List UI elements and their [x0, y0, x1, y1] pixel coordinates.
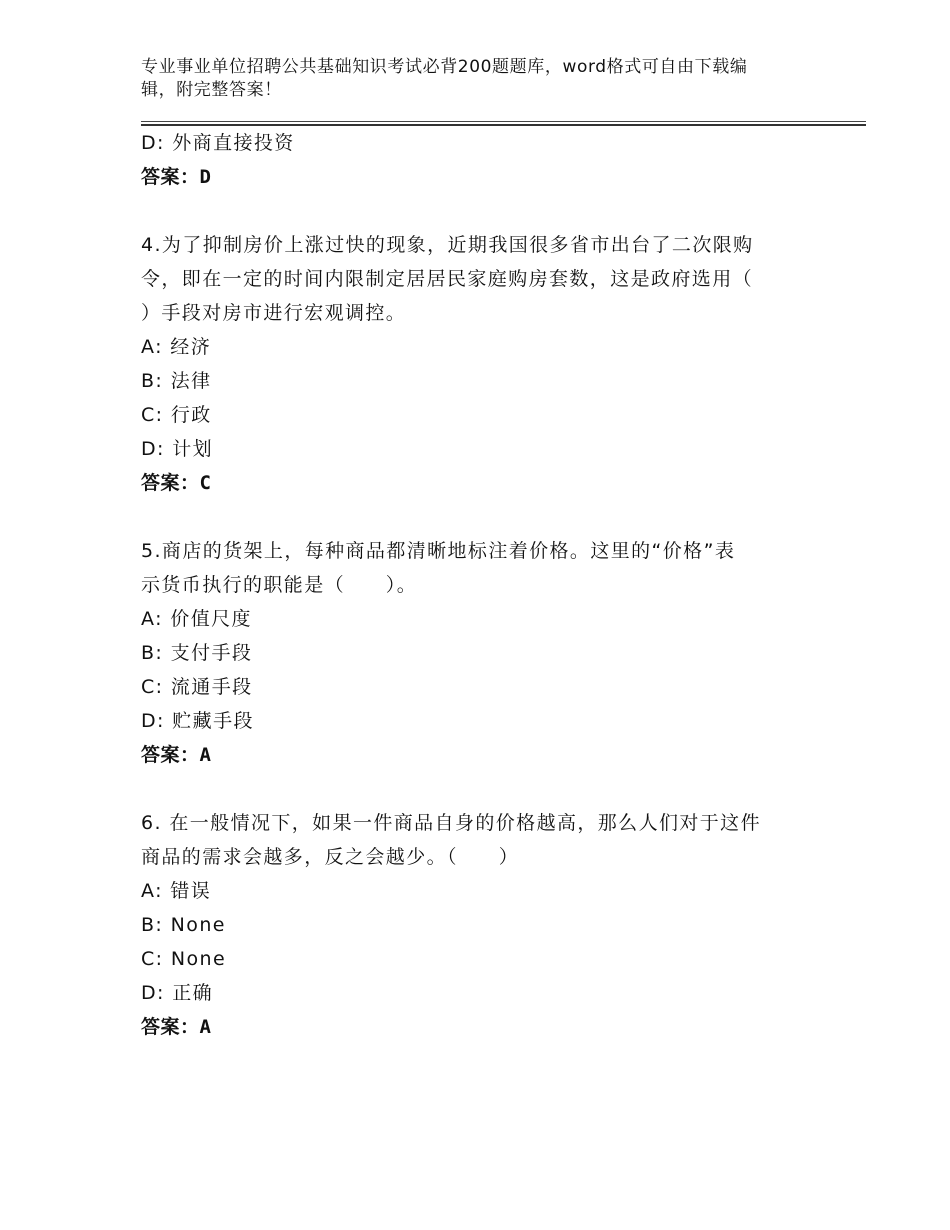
spacer — [141, 500, 821, 534]
option-d: D: 正确 — [141, 982, 214, 1004]
option-c: C: None — [141, 948, 227, 970]
question-list — [141, 126, 821, 1044]
question-3-tail — [141, 126, 821, 194]
option-a: A: 价值尺度 — [141, 608, 252, 630]
question-stem-line: 4.为了抑制房价上涨过快的现象，近期我国很多省市出台了二次限购 — [141, 234, 754, 256]
question-stem-line: 商品的需求会越多，反之会越少。（ ） — [141, 846, 520, 868]
question-6 — [141, 806, 821, 1044]
option-a: A: 经济 — [141, 336, 212, 358]
question-5 — [141, 534, 821, 772]
option-c: C: 流通手段 — [141, 676, 253, 698]
question-stem-line: 令，即在一定的时间内限制定居居民家庭购房套数，这是政府选用（ — [141, 268, 754, 290]
question-stem-line: 示货币执行的职能是（ ）。 — [141, 574, 418, 596]
option-c: C: 行政 — [141, 404, 212, 426]
option-d: D: 贮藏手段 — [141, 710, 254, 732]
option-d: D: 计划 — [141, 438, 214, 460]
answer-line: 答案：C — [141, 472, 212, 494]
page-header — [141, 56, 791, 102]
option-d: D: 外商直接投资 — [141, 132, 295, 154]
question-4 — [141, 228, 821, 500]
option-b: B: 支付手段 — [141, 642, 253, 664]
answer-line: 答案：A — [141, 1016, 212, 1038]
option-b: B: None — [141, 914, 226, 936]
header-line-1: 专业事业单位招聘公共基础知识考试必背200题题库，word格式可自由下载编 — [141, 57, 748, 77]
answer-line: 答案：A — [141, 744, 212, 766]
spacer — [141, 194, 821, 228]
header-divider-thin — [141, 121, 866, 122]
answer-line: 答案：D — [141, 166, 212, 188]
option-a: A: 错误 — [141, 880, 212, 902]
question-stem-line: 6. 在一般情况下，如果一件商品自身的价格越高，那么人们对于这件 — [141, 812, 761, 834]
question-stem-line: ）手段对房市进行宏观调控。 — [141, 302, 407, 324]
question-stem-line: 5.商店的货架上，每种商品都清晰地标注着价格。这里的“价格”表 — [141, 540, 736, 562]
option-b: B: 法律 — [141, 370, 212, 392]
spacer — [141, 772, 821, 806]
header-line-2: 辑，附完整答案！ — [141, 80, 282, 100]
